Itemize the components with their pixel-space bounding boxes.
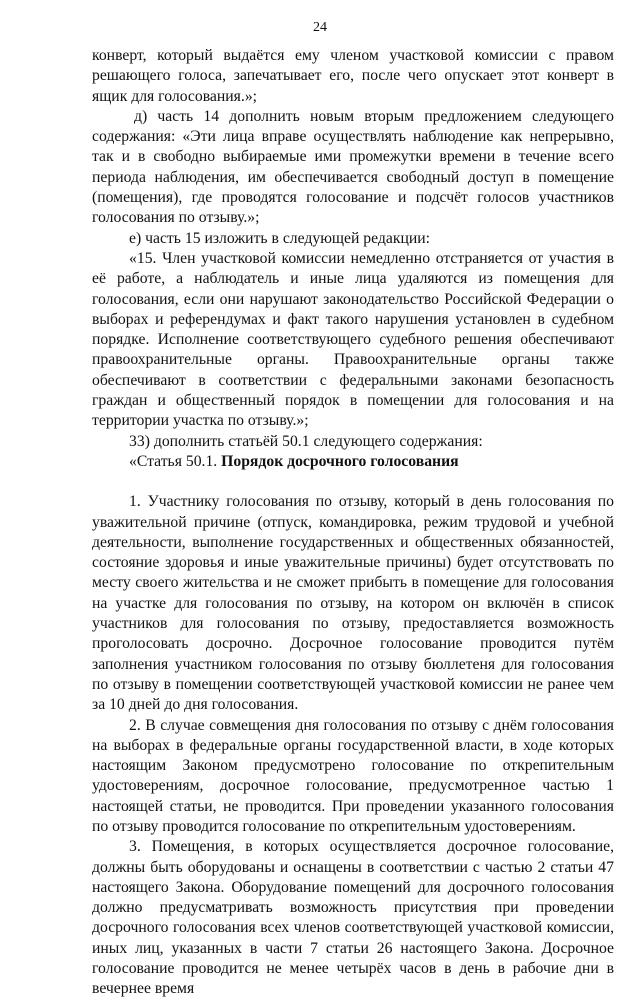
article-title: Порядок досрочного голосования [221,452,459,470]
article-section-2: 2. В случае совмещения дня голосования по отзыву с днём голосования на выборах в федеральные органы государственной власти, в ходе которых настоящим Законом предусмотрено голосование по открепительным удостоверениям, досрочное голосование, предусмотренное частью 1 настоящей статьи, не проводится. При проведении указанного голосования по отзыву проводится голосование по открепительным удостоверениям. [92,716,614,835]
page-number: 24 [313,20,327,35]
paragraph-part-15: «15. Член участковой комиссии немедленно отстраняется от участия в её работе, а наблюдатель и иные лица удаляются из помещения для голосования, если они нарушают законодательство Российской Федерации о выборах и референдумах и факт такого нарушения установлен в судебном порядке. Исполнение соответствующего судебного решения обеспечивают правоохранительные органы. Правоохранительные органы также обеспечивают в соответствии с федеральными законами безопасность граждан и общественный порядок в помещении для голосования и на территории участка по отзыву.»; [92,249,614,430]
paragraph-item-33: 33) дополнить статьёй 50.1 следующего содержания: [129,432,483,450]
article-section-3: 3. Помещения, в которых осуществляется досрочное голосование, должны быть оборудованы и оснащены в соответствии с частью 2 статьи 47 настоящего Закона. Оборудование помещений для досрочного голосования должно предусматривать возможность присутствия при проведении досрочного голосования всех членов соответствующей участковой комиссии, иных лиц, указанных в части 7 статьи 26 настоящего Закона. Досрочное голосование проводится не менее четырёх часов в день в рабочие дни в вечернее время [92,838,614,998]
document-body [92,46,614,1000]
article-prefix: «Статья 50.1. [129,452,222,470]
article-section-1: 1. Участнику голосования по отзыву, который в день голосования по уважительной причине (отпуск, командировка, режим трудовой и учебной деятельности, выполнение государственных и общественных обязанностей, состояние здоровья и иные уважительные причины) будет отсутствовать по месту своего жительства и не сможет прибыть в помещение для голосования на участке для голосования по отзыву, на котором он включён в список участников для голосования по отзыву, предоставляется возможность проголосовать досрочно. Досрочное голосование проводится путём заполнения участником голосования по отзыву бюллетеня для голосования по отзыву в помещении соответствующей участковой комиссии не ранее чем за 10 дней до дня голосования. [92,493,614,714]
paragraph-item-d: д) часть 14 дополнить новым вторым предложением следующего содержания: «Эти лица вправе осуществлять наблюдение как непрерывно, так и в свободно выбираемые ими промежутки времени в течение всего периода наблюдения, им обеспечивается свободный доступ в помещение (помещения), где проводятся голосование и подсчёт голосов участников голосования по отзыву.»; [92,107,614,227]
article-heading [92,452,614,472]
blank-line [92,472,614,492]
paragraph-continuation: конверт, который выдаётся ему членом участковой комиссии с правом решающего голоса, запечатывает его, после чего опускает этот конверт в ящик для голосования.»; [92,47,614,105]
paragraph-item-e: е) часть 15 изложить в следующей редакции: [129,229,430,247]
